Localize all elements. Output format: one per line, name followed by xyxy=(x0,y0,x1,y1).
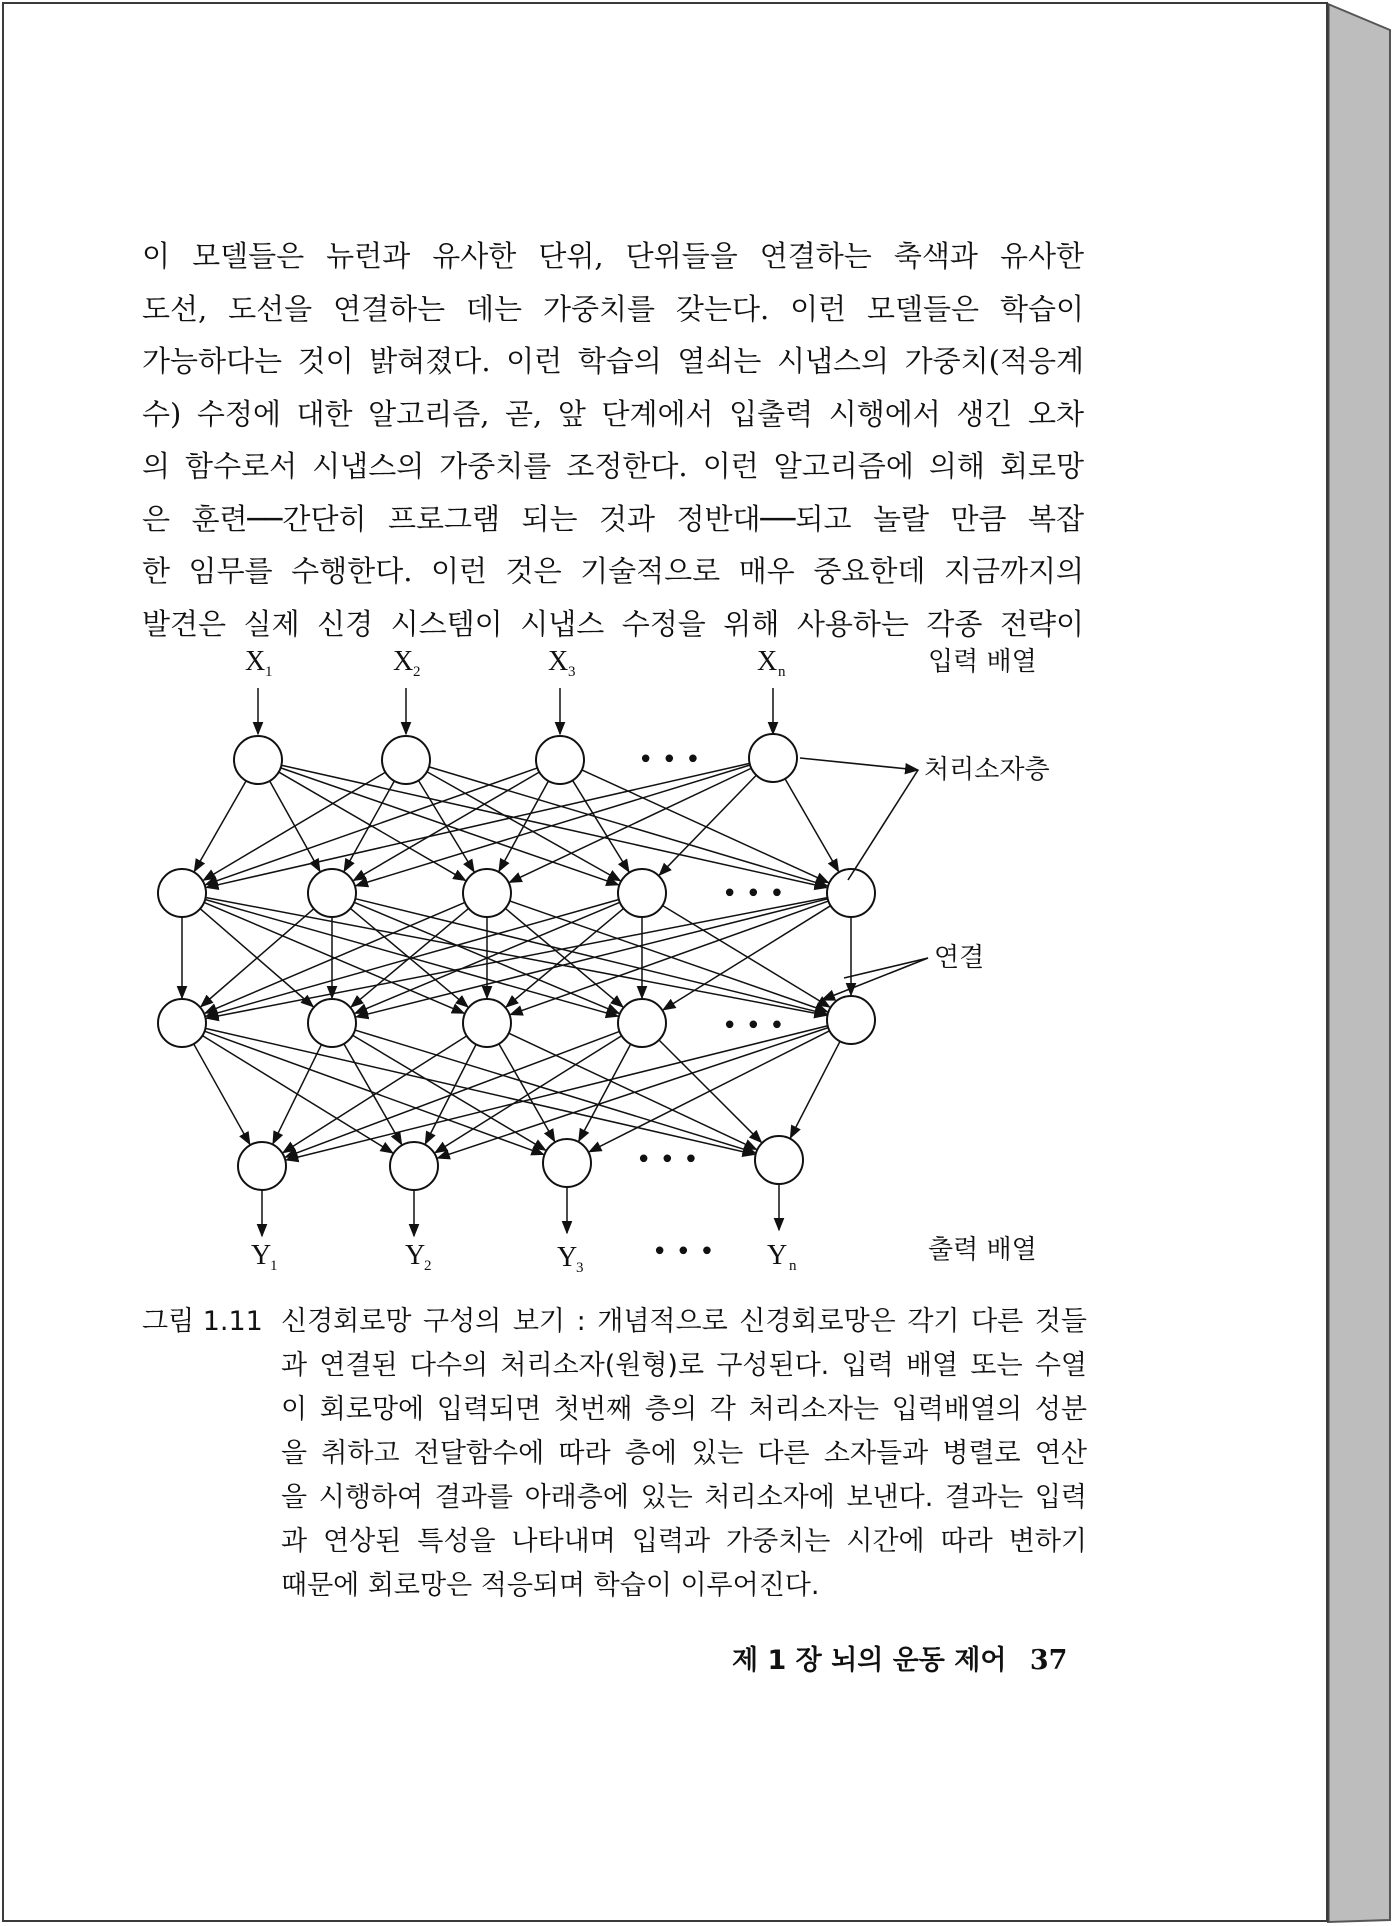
connection-line xyxy=(205,1028,754,1154)
processing-node xyxy=(238,1142,286,1190)
output-label-y2 xyxy=(405,1240,432,1274)
connection-line xyxy=(509,1033,757,1149)
processing-node xyxy=(543,1139,591,1187)
label-processing-layer: 처리소자층 xyxy=(924,755,1050,785)
connection-line xyxy=(435,1036,621,1153)
ellipsis-outputs: • • • xyxy=(652,1237,715,1267)
label-connection: 연결 xyxy=(934,943,985,973)
connection-line xyxy=(194,781,246,871)
svg-text:Y: Y xyxy=(557,1242,578,1273)
svg-text:n: n xyxy=(778,664,786,680)
svg-text:n: n xyxy=(789,1258,797,1274)
connection-line xyxy=(579,1044,631,1141)
body-line: 은 훈련──간단히 프로그램 되는 것과 정반대──되고 놀랄 만큼 복잡 xyxy=(142,501,1084,536)
body-line: 의 함수로서 시냅스의 가중치를 조정한다. 이런 알고리즘에 의해 회로망 xyxy=(142,449,1084,483)
svg-text:Y: Y xyxy=(767,1240,788,1271)
connection-line xyxy=(344,781,394,871)
svg-text:3: 3 xyxy=(576,1260,584,1276)
caption-line: 과 연결된 다수의 처리소자(원형)로 구성된다. 입력 배열 또는 수열 xyxy=(281,1350,1087,1381)
svg-text:1: 1 xyxy=(265,664,273,680)
processing-node xyxy=(390,1142,438,1190)
connection-line xyxy=(355,1030,755,1153)
processing-node xyxy=(308,869,356,917)
processing-nodes xyxy=(158,734,875,1190)
connection-line xyxy=(663,905,830,1007)
svg-text:Y: Y xyxy=(405,1240,426,1271)
connection-line xyxy=(286,1026,827,1160)
connection-line xyxy=(353,1035,546,1150)
svg-text:X: X xyxy=(757,646,778,677)
processing-node xyxy=(463,869,511,917)
input-label-x3 xyxy=(548,646,576,680)
body-line: 이 모델들은 뉴런과 유사한 단위, 단위들을 연결하는 축색과 유사한 xyxy=(142,239,1084,273)
caption-line: 을 시행하여 결과를 아래층에 있는 처리소자에 보낸다. 결과는 입력 xyxy=(281,1482,1087,1513)
svg-text:Y: Y xyxy=(251,1240,272,1271)
chapter-title: 제 1 장 뇌의 운동 제어 xyxy=(732,1645,1007,1676)
svg-text:2: 2 xyxy=(413,664,421,680)
svg-text:1: 1 xyxy=(270,1258,278,1274)
input-label-x2 xyxy=(393,646,421,680)
page-footer xyxy=(732,1638,1068,1677)
connection-line xyxy=(205,1031,544,1154)
ellipsis-layer1: • • • xyxy=(638,745,701,775)
label-input-array: 입력 배열 xyxy=(928,647,1037,677)
processing-node xyxy=(536,736,584,784)
processing-node xyxy=(755,1136,803,1184)
figure-caption-body xyxy=(281,1300,1087,1608)
svg-text:X: X xyxy=(393,646,414,677)
figure-number: 그림 1.11 xyxy=(142,1306,263,1337)
processing-node xyxy=(749,734,797,782)
body-line: 수) 수정에 대한 알고리즘, 곧, 앞 단계에서 입출력 시행에서 생긴 오차 xyxy=(142,396,1084,431)
processing-node xyxy=(382,736,430,784)
svg-text:3: 3 xyxy=(568,664,576,680)
caption-line: 을 취하고 전달함수에 따라 층에 있는 다른 소자들과 병렬로 연산 xyxy=(281,1438,1087,1469)
connection-line xyxy=(283,1036,467,1153)
caption-line: 이 회로망에 입력되면 첫번째 층의 각 처리소자는 입력배열의 성분 xyxy=(281,1394,1087,1425)
body-line: 가능하다는 것이 밝혀졌다. 이런 학습의 열쇠는 시냅스의 가중치(적응계 xyxy=(142,344,1084,378)
ellipsis-layer4: • • • xyxy=(636,1145,699,1175)
processing-node xyxy=(234,736,282,784)
ellipsis-layer2: • • • xyxy=(722,879,785,909)
svg-text:2: 2 xyxy=(424,1258,432,1274)
caption-line: 신경회로망 구성의 보기 : 개념적으로 신경회로망은 각기 다른 것들 xyxy=(281,1306,1087,1337)
connection-line xyxy=(790,1041,840,1137)
processing-node xyxy=(618,999,666,1047)
processing-node xyxy=(618,869,666,917)
processing-node xyxy=(158,869,206,917)
body-line: 발견은 실제 신경 시스템이 시냅스 수정을 위해 사용하는 각종 전략이 xyxy=(142,606,1084,641)
svg-text:X: X xyxy=(245,646,266,677)
processing-node xyxy=(463,999,511,1047)
body-line: 한 임무를 수행한다. 이런 것은 기술적으로 매우 중요한데 지금까지의 xyxy=(142,554,1084,588)
input-label-xn xyxy=(757,646,786,680)
output-label-yn xyxy=(767,1240,797,1274)
connection-line xyxy=(281,768,619,885)
caption-line: 과 연상된 특성을 나타내며 입력과 가중치는 시간에 따라 변하기 xyxy=(281,1526,1087,1557)
connection-line xyxy=(582,770,828,883)
input-label-x1 xyxy=(245,646,273,680)
output-label-y3 xyxy=(557,1242,584,1276)
output-label-y1 xyxy=(251,1240,278,1274)
connection-line xyxy=(785,779,838,872)
svg-text:X: X xyxy=(548,646,569,677)
connection-line xyxy=(589,1031,829,1152)
ellipsis-layer3: • • • xyxy=(722,1011,785,1041)
body-line: 도선, 도선을 연결하는 데는 가중치를 갖는다. 이런 모델들은 학습이 xyxy=(142,291,1084,326)
processing-node xyxy=(158,999,206,1047)
connection-line xyxy=(203,772,385,880)
page-number: 37 xyxy=(1029,1645,1068,1676)
caption-line: 때문에 회로망은 적응되며 학습이 이루어진다. xyxy=(281,1570,820,1601)
processing-node xyxy=(827,996,875,1044)
label-output-array: 출력 배열 xyxy=(928,1235,1037,1265)
processing-node xyxy=(308,999,356,1047)
